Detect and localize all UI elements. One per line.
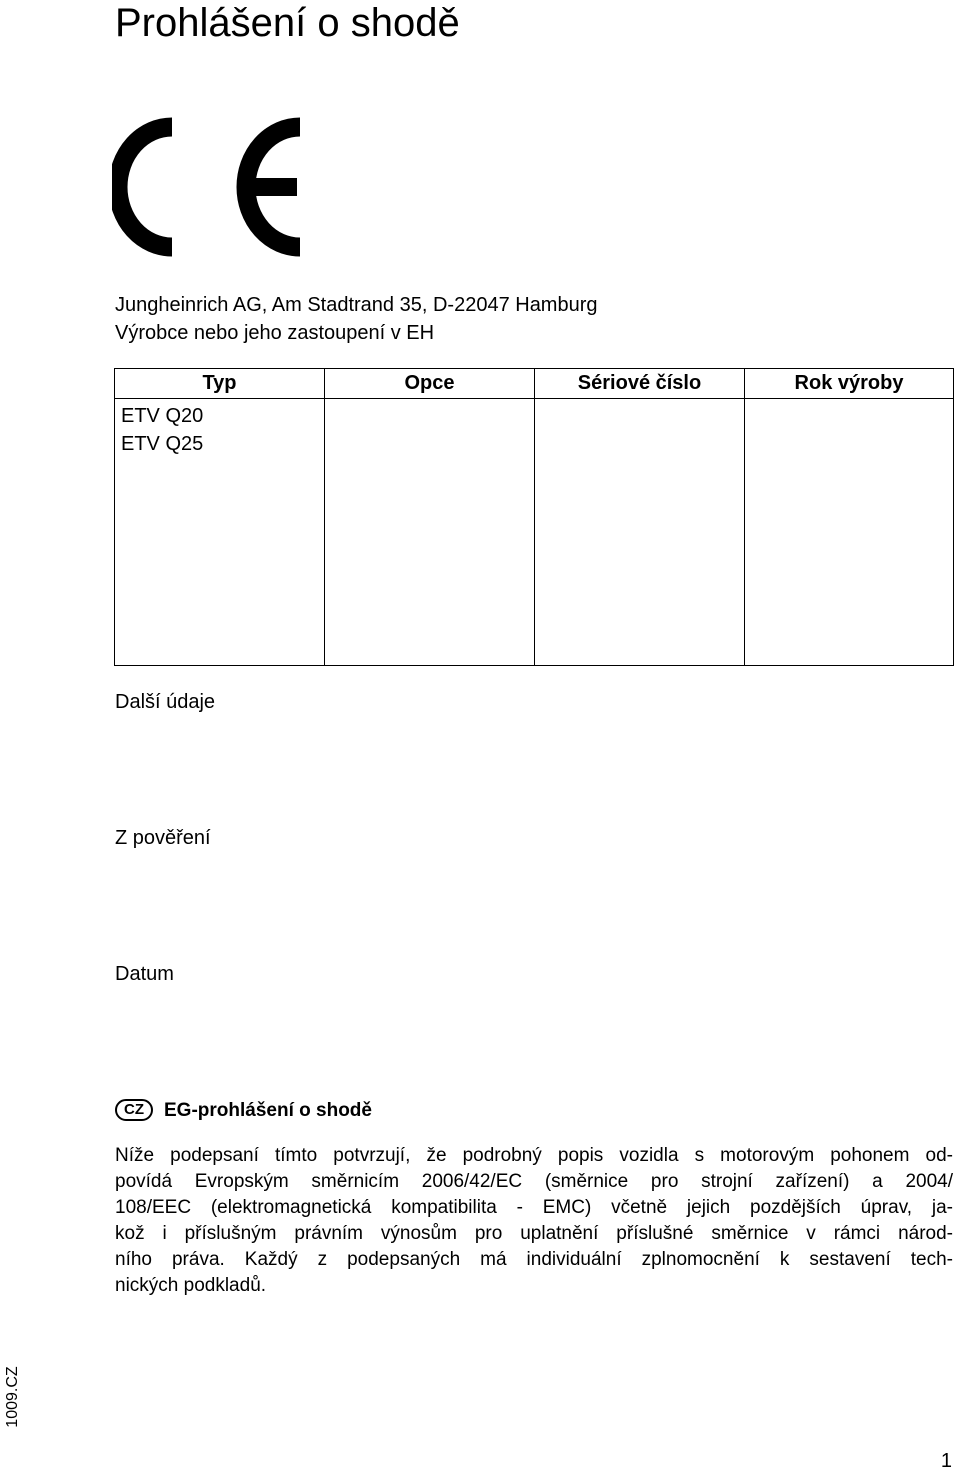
ce-mark-logo bbox=[112, 112, 312, 267]
language-badge: CZ bbox=[115, 1099, 153, 1121]
page-number: 1 bbox=[940, 1450, 952, 1472]
header-type: Typ bbox=[115, 369, 325, 399]
year-cell[interactable] bbox=[745, 399, 953, 665]
authorized-label: Z pověření bbox=[115, 827, 211, 849]
serial-number-cell[interactable] bbox=[535, 399, 745, 665]
side-code bbox=[0, 1352, 26, 1442]
date-label: Datum bbox=[115, 963, 174, 985]
manufacturer-address: Jungheinrich AG, Am Stadtrand 35, D-22047 Hamburg bbox=[115, 294, 598, 316]
page-title: Prohlášení o shodě bbox=[115, 1, 460, 45]
manufacturer-subtitle: Výrobce nebo jeho zastoupení v EH bbox=[115, 322, 435, 344]
other-info-label: Další údaje bbox=[115, 691, 216, 713]
declaration-line: ního práva. Každý z podepsaných má individuální zplnomocnění k sestavení tech- bbox=[115, 1249, 953, 1270]
type-cell bbox=[115, 399, 325, 665]
type-item: ETV Q25 bbox=[121, 433, 204, 455]
option-cell[interactable] bbox=[325, 399, 535, 665]
declaration-title: EG-prohlášení o shodě bbox=[164, 1100, 372, 1121]
type-item: ETV Q20 bbox=[121, 405, 204, 427]
product-table bbox=[114, 368, 954, 666]
header-option: Opce bbox=[325, 369, 535, 399]
header-serial-number: Sériové číslo bbox=[535, 369, 745, 399]
declaration-line: kož i příslušným právním výnosům pro uplatnění příslušné směrnice v rámci národ- bbox=[115, 1223, 953, 1244]
declaration-text bbox=[115, 1143, 953, 1299]
declaration-line: 108/EEC (elektromagnetická kompatibilita - EMC) včetně jejich pozdějších úprav, ja- bbox=[115, 1197, 953, 1218]
side-code-text: 1009.CZ bbox=[4, 1366, 21, 1428]
declaration-line: nických podkladů. bbox=[115, 1275, 267, 1296]
header-year: Rok výroby bbox=[745, 369, 953, 399]
declaration-line: povídá Evropským směrnicím 2006/42/EC (směrnice pro strojní zařízení) a 2004/ bbox=[115, 1171, 953, 1192]
declaration-line: Níže podepsaní tímto potvrzují, že podrobný popis vozidla s motorovým pohonem od- bbox=[115, 1145, 953, 1166]
